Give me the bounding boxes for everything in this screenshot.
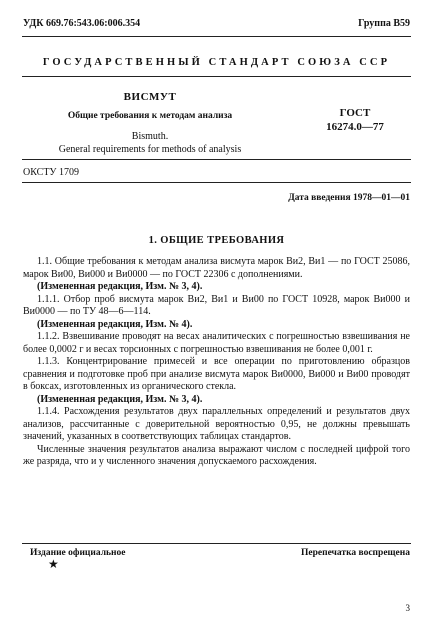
okstu-code: ОКСТУ 1709 — [23, 167, 80, 178]
paragraph: 1.1. Общие требования к методам анализа висмута марок Ви2, Ви1 — по ГОСТ 25086, марок Ви00, Ви000 и Ви0000 — по ГОСТ 22306 с дополнениями. — [23, 256, 410, 280]
footer-rule — [22, 543, 411, 544]
paragraph: 1.1.2. Взвешивание проводят на весах аналитических с погрешностью взвешивания не более 0,0002 г и весах торсионных с погрешностью взвешивания не более 0,001 г. — [23, 331, 410, 355]
top-rule — [22, 36, 411, 37]
body-text — [23, 256, 410, 469]
document-subtitle: Общие требования к методам анализа — [67, 111, 233, 121]
english-title-line2: General requirements for methods of analysis — [58, 144, 242, 155]
reprint-notice: Перепечатка воспрещена — [300, 548, 410, 558]
amendment-note: (Измененная редакция, Изм. № 3, 4). — [37, 393, 203, 405]
standard-title: ГОСУДАРСТВЕННЫЙ СТАНДАРТ СОЮЗА ССР — [42, 57, 391, 68]
official-edition: Издание официальное — [30, 548, 126, 558]
amendment-note: (Измененная редакция, Изм. № 4). — [37, 318, 193, 330]
paragraph: 1.1.3. Концентрирование примесей и все операции по приготовлению образцов сравнения и подготовке проб при анализе висмута марок Ви0000, Ви000 и Ви00 проводят в боксах, изготовленных из органического стекла. — [23, 356, 410, 392]
paragraph: 1.1.1. Отбор проб висмута марок Ви2, Ви1 и Ви00 по ГОСТ 10928, марок Ви000 и Ви0000 — по ТУ 48—6—114. — [23, 293, 410, 317]
english-title-line1: Bismuth. — [131, 131, 169, 142]
group-code: Группа В59 — [358, 18, 410, 29]
paragraph: Численные значения результатов анализа выражают числом с последней цифрой того же разряда, что и у численного значения допускаемого расхождения. — [23, 443, 410, 467]
english-title — [0, 130, 300, 156]
gost-designation — [300, 106, 410, 134]
title-rule — [22, 76, 411, 77]
okstu-rule — [22, 159, 411, 160]
gost-number: 16274.0—77 — [326, 121, 384, 133]
page-number: 3 — [405, 603, 410, 613]
date-rule — [22, 182, 411, 183]
section-title: 1. ОБЩИЕ ТРЕБОВАНИЯ — [148, 235, 285, 246]
star-icon: ★ — [48, 557, 59, 571]
gost-label: ГОСТ — [339, 107, 371, 119]
amendment-note: (Измененная редакция, Изм. № 3, 4). — [37, 281, 203, 292]
document-title: ВИСМУТ — [123, 91, 177, 103]
introduction-date: Дата введения 1978—01—01 — [288, 193, 410, 203]
udk-code: УДК 669.76:543.06:006.354 — [23, 18, 141, 29]
paragraph: 1.1.4. Расхождения результатов двух параллельных определений и результатов двух анализов, рассчитанные с доверительной вероятностью 0,95, не должны превышать значений, указанных в соответствующих таблицах стандартов. — [23, 406, 410, 442]
